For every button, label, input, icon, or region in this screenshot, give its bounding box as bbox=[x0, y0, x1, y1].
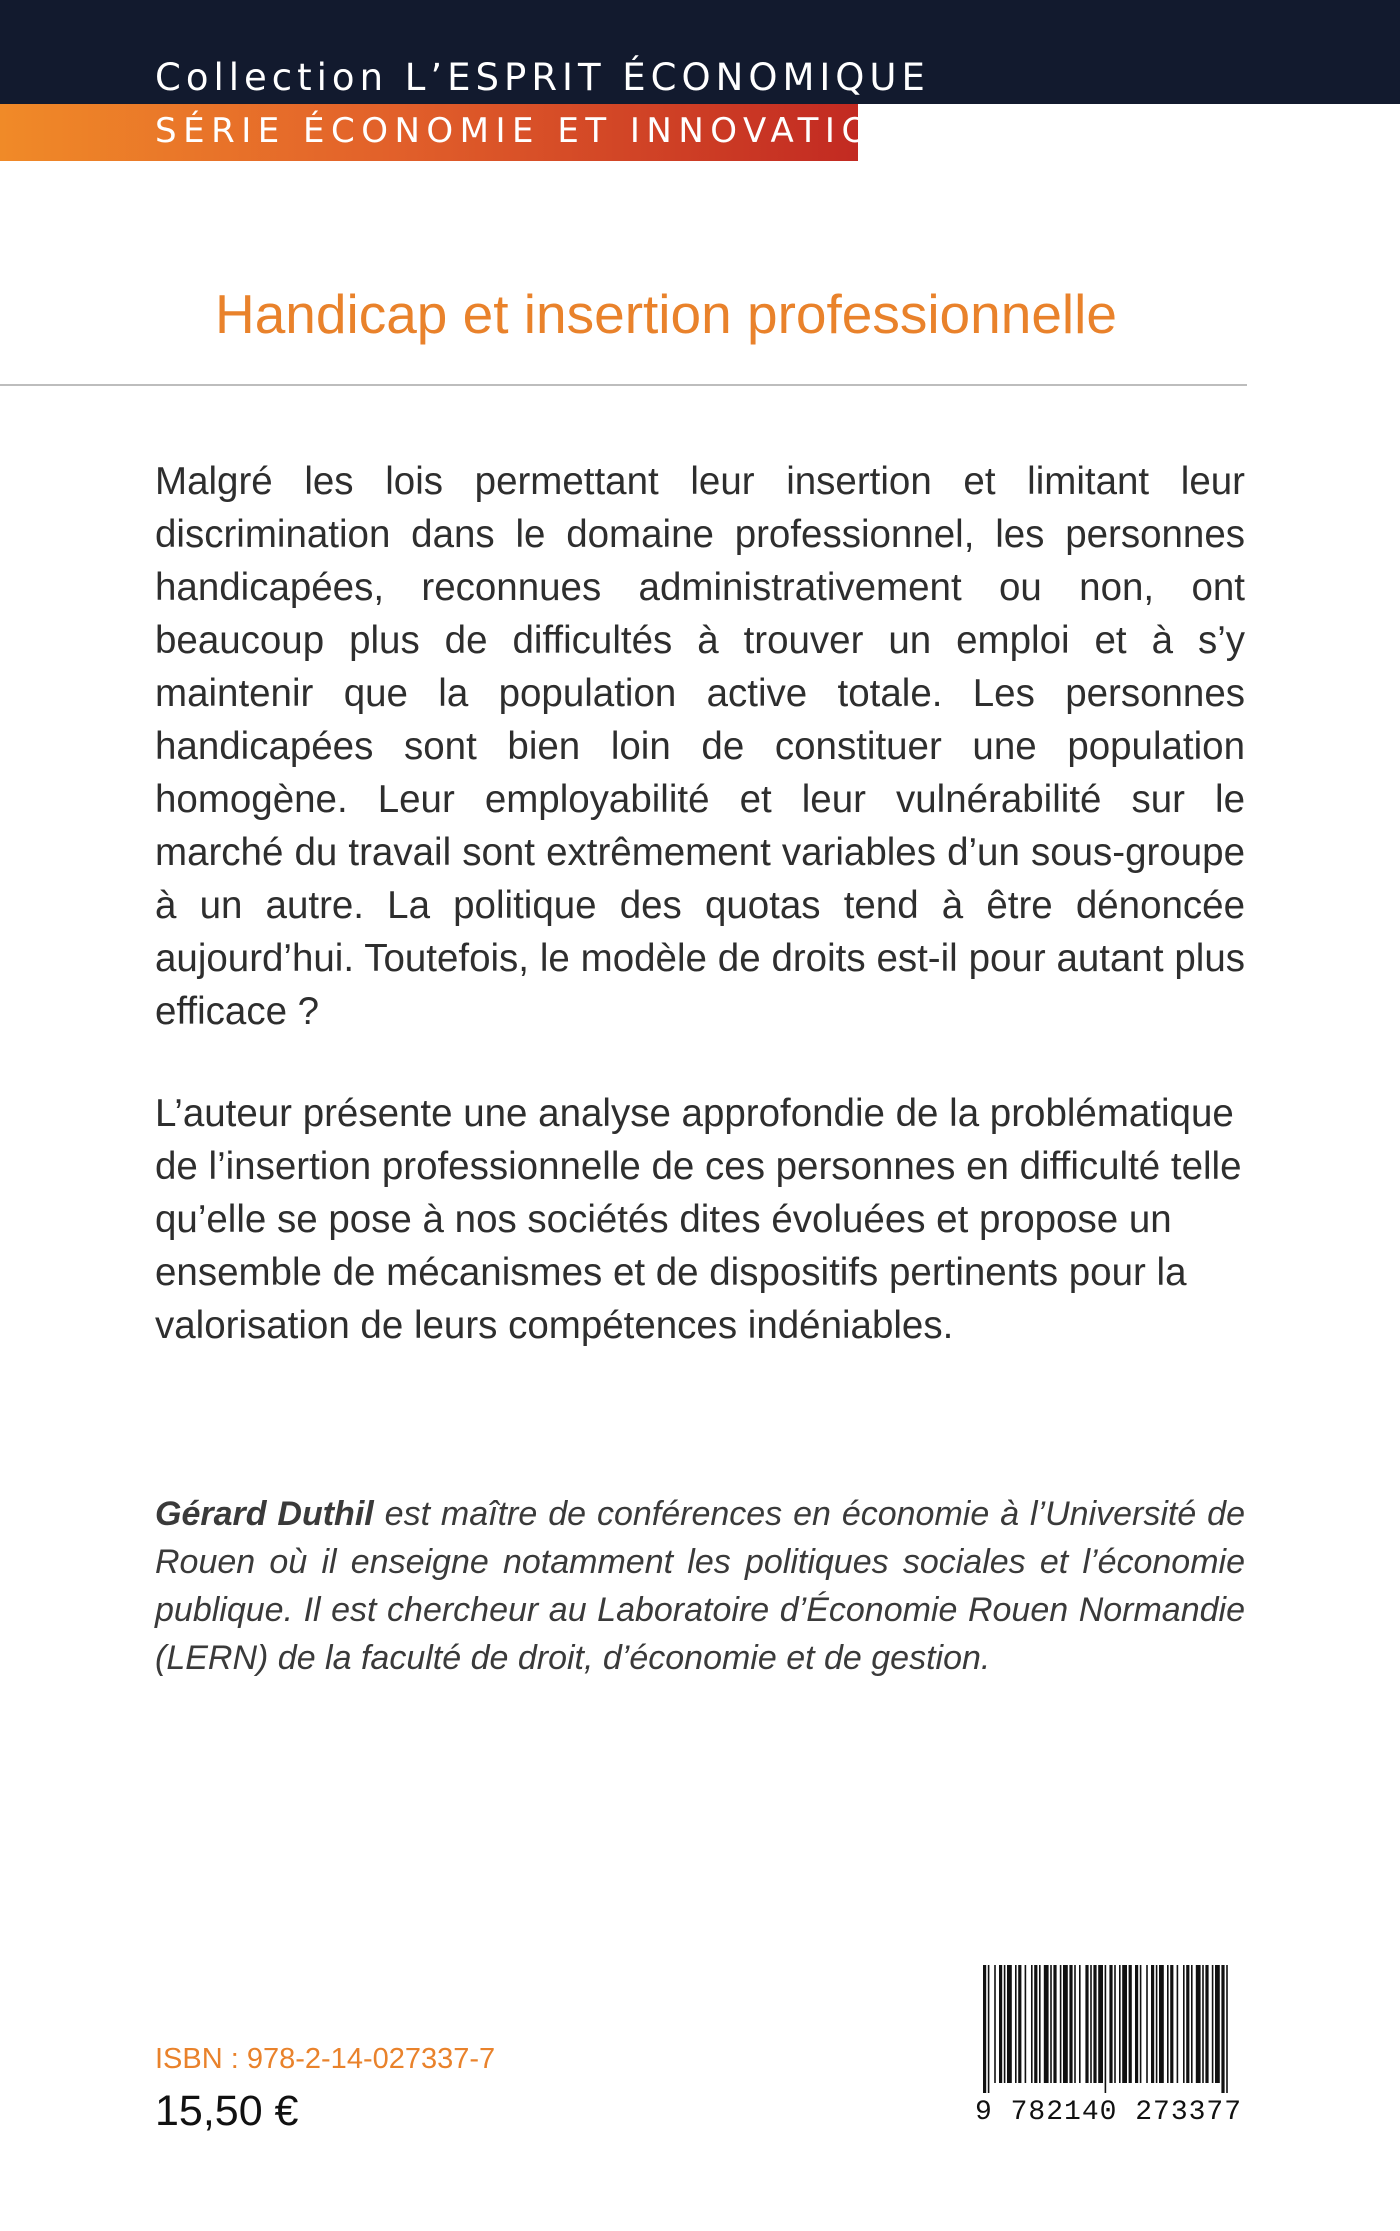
series-label: SÉRIE ÉCONOMIE ET INNOVATION bbox=[155, 111, 907, 151]
barcode-bars bbox=[975, 1965, 1235, 2095]
barcode-bar bbox=[1177, 1965, 1179, 2083]
barcode-bar bbox=[1146, 1965, 1148, 2083]
barcode-bar bbox=[1053, 1965, 1056, 2083]
barcode-digits: 9 782140 273377 bbox=[975, 2097, 1243, 2128]
barcode-bar bbox=[999, 1965, 1002, 2083]
barcode-bar bbox=[1031, 1965, 1033, 2083]
barcode-bar bbox=[1105, 1965, 1107, 2093]
barcode-bar bbox=[1044, 1965, 1049, 2083]
barcode-bar bbox=[1167, 1965, 1169, 2083]
barcode-bar bbox=[1098, 1965, 1103, 2083]
barcode-bar bbox=[1015, 1965, 1017, 2083]
barcode-bar bbox=[1129, 1965, 1132, 2083]
book-title: Handicap et insertion professionnelle bbox=[215, 283, 1117, 345]
barcode-bar bbox=[1004, 1965, 1006, 2083]
barcode-bar bbox=[1202, 1965, 1204, 2083]
barcode-bar bbox=[1151, 1965, 1154, 2083]
barcode-bar bbox=[1170, 1965, 1173, 2083]
barcode-bar bbox=[1069, 1965, 1072, 2083]
barcode-bar bbox=[1205, 1965, 1208, 2083]
barcode-bar bbox=[1063, 1965, 1068, 2083]
barcode-bar bbox=[1025, 1965, 1027, 2083]
barcode-bar bbox=[1114, 1965, 1116, 2083]
barcode-bar bbox=[1079, 1965, 1081, 2083]
barcode-bar bbox=[1050, 1965, 1052, 2083]
collection-label: Collection L’ESPRIT ÉCONOMIQUE bbox=[155, 56, 930, 99]
barcode-bar bbox=[1034, 1965, 1037, 2083]
author-bio bbox=[155, 1490, 1245, 1682]
barcode-bar bbox=[1196, 1965, 1201, 2083]
barcode-bar bbox=[1191, 1965, 1193, 2083]
isbn: ISBN : 978-2-14-027337-7 bbox=[155, 2043, 496, 2075]
barcode-bar bbox=[1212, 1965, 1214, 2083]
barcode-bar bbox=[983, 1965, 986, 2093]
barcode-bar bbox=[1140, 1965, 1142, 2083]
barcode-bar bbox=[1135, 1965, 1138, 2083]
barcode-bar bbox=[1119, 1965, 1121, 2083]
barcode-bar bbox=[1186, 1965, 1189, 2083]
author-bio-text: est maître de conférences en économie à l’Université de Rouen où il enseigne notamment les politiques sociales et l’économie publique. Il est chercheur au Laboratoire d’Économie Rouen Normandie (LERN) de la faculté de droit, d’économie et de gestion. bbox=[155, 1495, 1245, 1677]
barcode-bar bbox=[1085, 1965, 1088, 2083]
barcode-bar bbox=[1039, 1965, 1041, 2083]
barcode-bar bbox=[1090, 1965, 1092, 2083]
barcode-bar bbox=[1226, 1965, 1228, 2093]
barcode-bar bbox=[1156, 1965, 1158, 2083]
title-divider bbox=[0, 384, 1247, 386]
barcode bbox=[975, 1965, 1243, 2135]
barcode-bar bbox=[1183, 1965, 1185, 2083]
barcode-bar bbox=[1060, 1965, 1062, 2083]
author-name: Gérard Duthil bbox=[155, 1495, 374, 1533]
blurb-paragraph-1: Malgré les lois permettant leur insertion et limitant leur discrimination dans le domaine professionnel, les personnes handicapées, reconnues administrativement ou non, ont beaucoup plus de difficultés à trouver un emploi et à s’y maintenir que la population active totale. Les personnes handicapées sont bien loin de constituer une population homogène. Leur employabilité et leur vulnérabilité sur le marché du travail sont extrêmement variables d’un sous-groupe à un autre. La politique des quotas tend à être dénoncée aujourd’hui. Toutefois, le modèle de droits est-il pour autant plus efficace ? bbox=[155, 460, 1245, 1033]
barcode-bar bbox=[1109, 1965, 1112, 2083]
barcode-bar bbox=[988, 1965, 990, 2093]
price: 15,50 € bbox=[155, 2087, 299, 2135]
barcode-bar bbox=[1159, 1965, 1164, 2083]
barcode-bar bbox=[1215, 1965, 1220, 2083]
barcode-bar bbox=[1221, 1965, 1224, 2093]
barcode-bar bbox=[994, 1965, 996, 2083]
barcode-bar bbox=[1074, 1965, 1076, 2083]
barcode-bar bbox=[1122, 1965, 1127, 2083]
blurb-paragraph-2: L’auteur présente une analyse approfondie de la problématique de l’insertion professionnelle de ces personnes en difficulté telle qu’elle se pose à nos sociétés dites évoluées et propose un ensemble de mécanismes et de dispositifs pertinents pour la valorisation de leurs compétences indéniables. bbox=[155, 1092, 1242, 1347]
barcode-bar bbox=[1018, 1965, 1021, 2083]
barcode-bar bbox=[1093, 1965, 1096, 2083]
barcode-bar bbox=[1007, 1965, 1012, 2083]
